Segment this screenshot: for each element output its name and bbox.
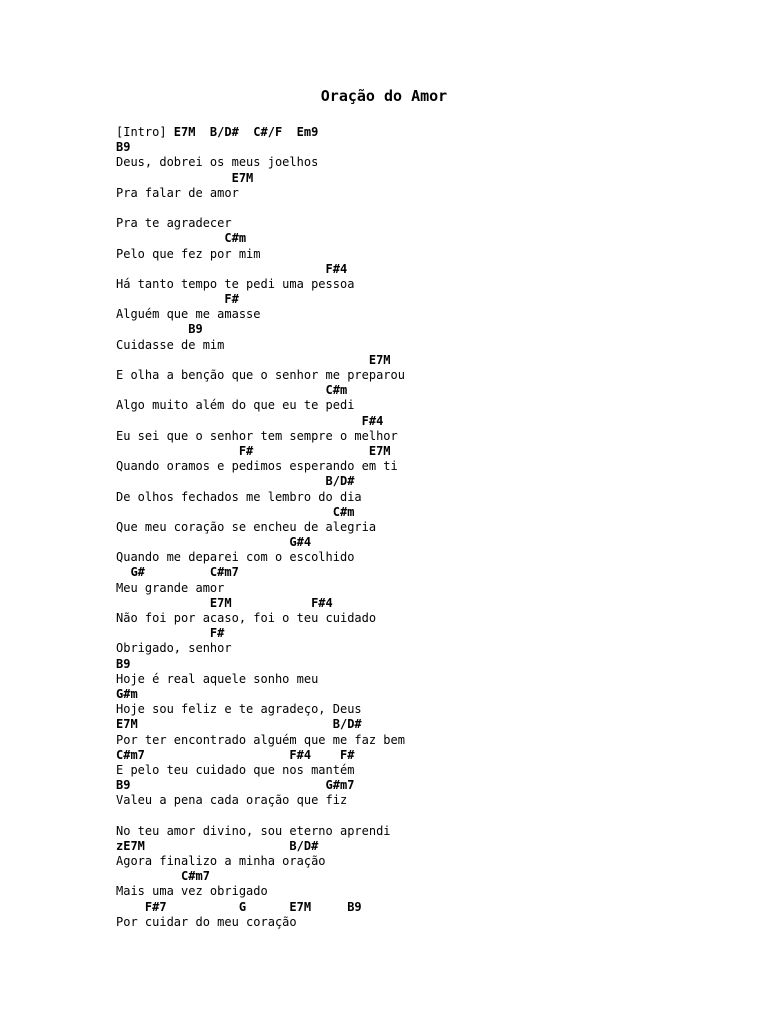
chord-line: F#4: [116, 261, 348, 276]
chord-line: E7M F#4: [116, 595, 333, 610]
song-title: Oração do Amor: [320, 87, 448, 105]
lyric-line: Há tanto tempo te pedi uma pessoa: [116, 276, 355, 291]
lyric-line: Meu grande amor: [116, 580, 225, 595]
chord-line: E7M: [116, 352, 391, 367]
blank-line: [116, 808, 756, 823]
lyric-line: Não foi por acaso, foi o teu cuidado: [116, 611, 377, 625]
chord-line: zE7M B/D#: [116, 838, 319, 853]
chord-line: F#: [116, 626, 225, 641]
lyric-line: No teu amor divino, sou eterno aprendi: [116, 823, 391, 838]
chord-line: B/D#: [116, 474, 355, 489]
lyric-line: Mais uma vez obrigado: [116, 884, 268, 899]
chord-line: C#m7 F#4 F#: [116, 747, 355, 762]
lyric-line: Hoje é real aquele sonho meu: [116, 671, 319, 686]
lyric-line: Pra falar de amor: [116, 185, 239, 200]
lyric-line: Por ter encontrado alguém que me faz bem: [116, 732, 405, 747]
intro-chords: E7M B/D# C#/F Em9: [173, 125, 319, 139]
lyric-line: E pelo teu cuidado que nos mantém: [116, 762, 355, 777]
chord-line: C#m: [116, 383, 348, 398]
lyric-line: Cuidasse de mim: [116, 337, 225, 352]
chord-line: C#m: [116, 504, 355, 519]
chord-line: B9: [116, 140, 131, 155]
chord-line: G#m: [116, 686, 138, 701]
chord-line: F#: [116, 292, 239, 307]
chord-line: B9: [116, 322, 203, 337]
lyric-line: Hoje sou feliz e te agradeço, Deus: [116, 702, 362, 717]
lyric-line: Pra te agradecer: [116, 216, 232, 231]
chord-line: E7M: [116, 170, 254, 185]
chord-line: G#4: [116, 535, 312, 550]
lyric-line: Pelo que fez por mim: [116, 246, 261, 261]
lyric-line: E olha a benção que o senhor me preparou: [116, 368, 405, 382]
lyric-line: Valeu a pena cada oração que fiz: [116, 793, 348, 808]
blank-line: [116, 201, 756, 216]
lyric-line: Quando me deparei com o escolhido: [116, 550, 355, 565]
chord-line: B9: [116, 656, 131, 671]
lyric-line: Agora finalizo a minha oração: [116, 854, 326, 868]
chord-line: G# C#m7: [116, 565, 239, 580]
intro-line: [116, 125, 756, 140]
song-lines: [116, 140, 756, 930]
intro-tag: [Intro]: [116, 125, 174, 139]
lyric-line: De olhos fechados me lembro do dia: [116, 489, 362, 504]
chord-line: F#4: [116, 413, 384, 428]
chord-line: B9 G#m7: [116, 778, 355, 793]
lyric-line: Obrigado, senhor: [116, 641, 232, 656]
lyric-line: Eu sei que o senhor tem sempre o melhor: [116, 428, 398, 443]
lyric-line: Quando oramos e pedimos esperando em ti: [116, 459, 398, 474]
chord-line: F# E7M: [116, 443, 391, 458]
chord-line: C#m7: [116, 869, 210, 884]
chord-sheet: [116, 125, 756, 930]
lyric-line: Algo muito além do que eu te pedi: [116, 398, 355, 413]
lyric-line: Deus, dobrei os meus joelhos: [116, 155, 319, 170]
lyric-line: Alguém que me amasse: [116, 307, 261, 322]
lyric-line: Por cuidar do meu coração: [116, 914, 297, 929]
chord-line: F#7 G E7M B9: [116, 899, 362, 914]
chord-line: C#m: [116, 231, 247, 246]
lyric-line: Que meu coração se encheu de alegria: [116, 519, 377, 534]
chord-line: E7M B/D#: [116, 717, 362, 732]
